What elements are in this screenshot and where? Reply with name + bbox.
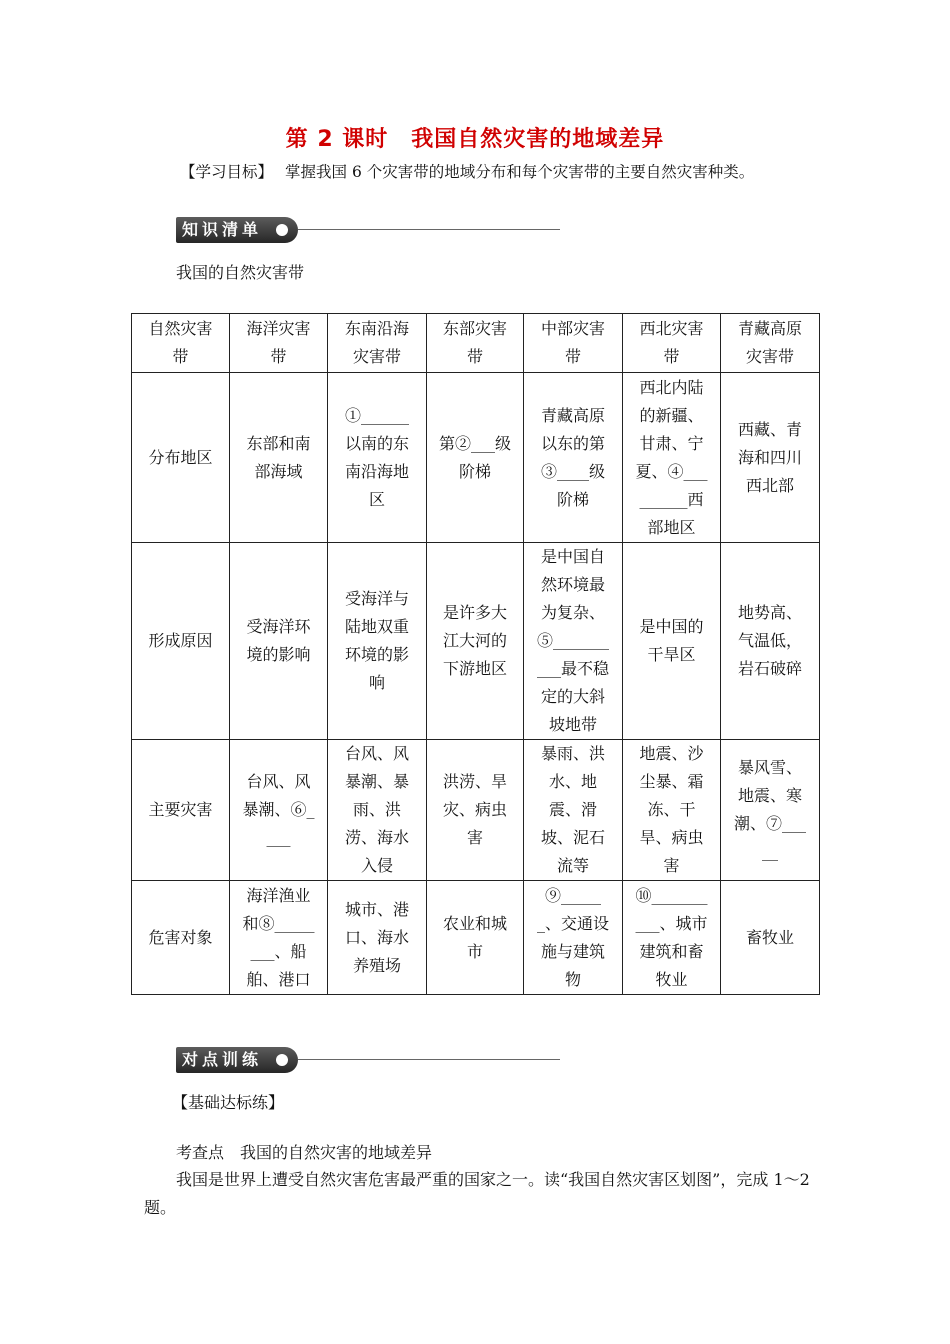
learning-goal (180, 160, 754, 182)
table-cell: 暴风雪、地震、寒潮、⑦_____ (721, 740, 820, 881)
table-cell: 海洋渔业和⑧________、船舶、港口 (230, 881, 328, 995)
table-cell: 地势高、气温低，岩石破碎 (721, 543, 820, 740)
table-cell: 是中国自然环境最为复杂、⑤__________最不稳定的大斜坡地带 (524, 543, 623, 740)
table-cell: 受海洋与陆地双重环境的影响 (328, 543, 427, 740)
table-cell: 暴雨、洪水、地震、滑坡、泥石流等 (524, 740, 623, 881)
table-cell: 是中国的干旱区 (623, 543, 721, 740)
table-cell: 西北内陆的新疆、甘肃、宁夏、④_________西部地区 (623, 373, 721, 543)
page-title: 第 2 课时 我国自然灾害的地域差异 (285, 127, 665, 152)
table-header-cell: 自然灾害带 (132, 314, 230, 373)
section-label: 对点训练 (176, 1047, 298, 1073)
table-cell: 洪涝、旱灾、病虫害 (427, 740, 524, 881)
table-cell: 东部和南部海域 (230, 373, 328, 543)
exercise-level: 【基础达标练】 (172, 1093, 285, 1112)
bullet-dot-icon (276, 224, 288, 236)
question-text: 我国是世界上遭受自然灾害危害最严重的国家之一。读“我国自然灾害区划图”，完成 1～2 题。 (144, 1170, 810, 1217)
learning-goal-text: 掌握我国 6 个灾害带的地域分布和每个灾害带的主要自然灾害种类。 (285, 163, 755, 181)
table-row (132, 373, 820, 543)
table-header-cell: 西北灾害带 (623, 314, 721, 373)
table-header-cell: 中部灾害带 (524, 314, 623, 373)
table-cell: 农业和城市 (427, 881, 524, 995)
table-cell: 台风、风暴潮、暴雨、洪涝、海水入侵 (328, 740, 427, 881)
bullet-dot-icon (276, 1054, 288, 1066)
learning-goal-label: 【学习目标】 (180, 163, 274, 181)
table-header-row (132, 314, 820, 373)
table-cell: ⑩__________、城市建筑和畜牧业 (623, 881, 721, 995)
table-row-header: 主要灾害 (132, 740, 230, 881)
table-cell: ①______以南的东南沿海地区 (328, 373, 427, 543)
table-row (132, 881, 820, 995)
section-divider (298, 229, 560, 230)
table-caption: 我国的自然灾害带 (176, 263, 305, 282)
table-cell: 受海洋环境的影响 (230, 543, 328, 740)
table-row-header: 危害对象 (132, 881, 230, 995)
table-cell: 台风、风暴潮、⑥____ (230, 740, 328, 881)
table-cell: 地震、沙尘暴、霜冻、干旱、病虫害 (623, 740, 721, 881)
table-header-cell: 东部灾害带 (427, 314, 524, 373)
table-cell: 畜牧业 (721, 881, 820, 995)
table-row-header: 分布地区 (132, 373, 230, 543)
section-label: 知识清单 (176, 217, 298, 243)
table-cell: 是许多大江大河的下游地区 (427, 543, 524, 740)
table-header-cell: 东南沿海灾害带 (328, 314, 427, 373)
table-header-cell: 海洋灾害带 (230, 314, 328, 373)
table-row (132, 740, 820, 881)
table-header-cell: 青藏高原灾害带 (721, 314, 820, 373)
section-header-knowledge (176, 217, 560, 243)
disaster-belt-table (131, 313, 820, 995)
section-header-practice (176, 1047, 560, 1073)
table-cell: ⑨______、交通设施与建筑物 (524, 881, 623, 995)
table-row (132, 543, 820, 740)
table-cell: 西藏、青海和四川西北部 (721, 373, 820, 543)
topic-line: 考查点 我国的自然灾害的地域差异 (176, 1143, 433, 1162)
table-cell: 青藏高原以东的第③____级阶梯 (524, 373, 623, 543)
section-divider (298, 1059, 560, 1060)
table-cell: 第②___级阶梯 (427, 373, 524, 543)
table-cell: 城市、港口、海水养殖场 (328, 881, 427, 995)
table-row-header: 形成原因 (132, 543, 230, 740)
